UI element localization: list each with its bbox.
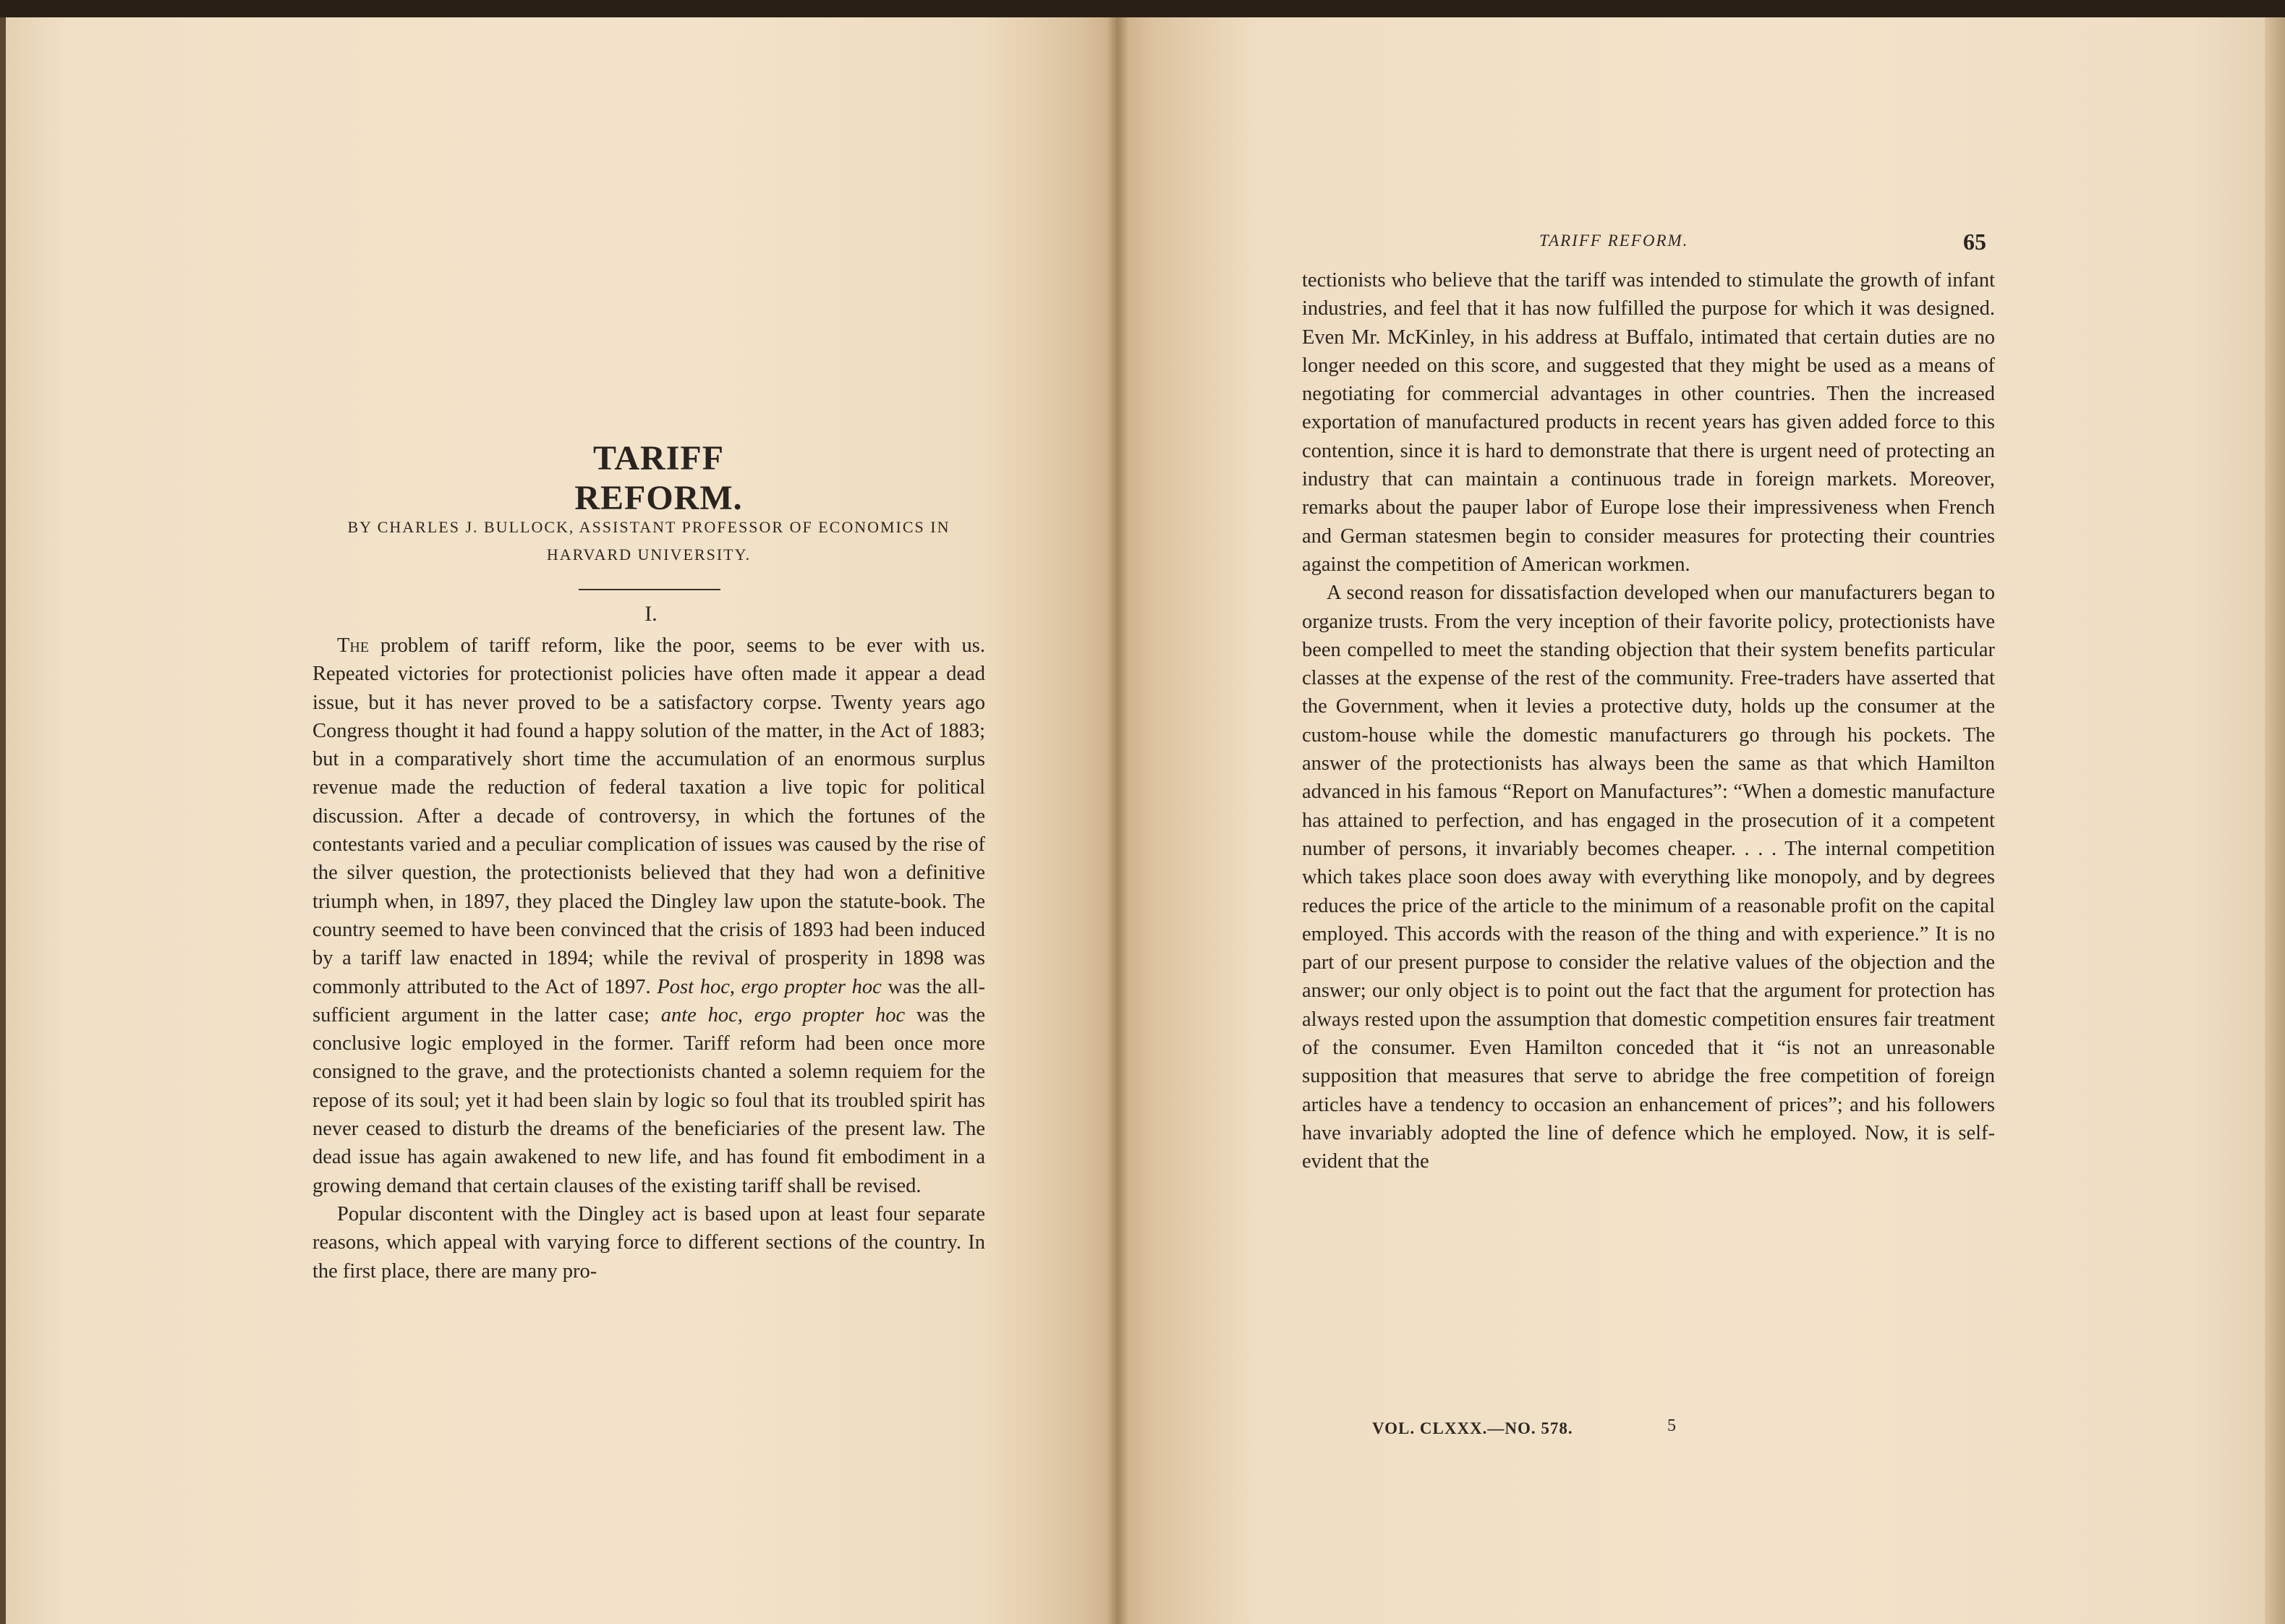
paragraph-text: problem of tariff reform, like the poor, seems to be ever with us. Repeated victories for protectionist policies have often made it appear a dead issue, but it has never proved to be a satisfactory corpse. Twenty years ago Congress thought it had found a happy solution of the matter, in the Act of 1883; but in a comparatively short time the accumulation of an enormous surplus revenue made the reduction of federal taxation a live topic for political discussion. After a decade of controversy, in which the fortunes of the contestants varied and a peculiar complication of issues was caused by the rise of the silver question, the protectionists believed that they had won a definitive triumph when, in 1897, they placed the Dingley law upon the statute-book. The country seemed to have been convinced that the crisis of 1893 had been induced by a tariff law enacted in 1894; while the revival of prosperity in 1898 was commonly attributed to the Act of 1897.: [312, 634, 985, 998]
page-number: 65: [1963, 229, 1986, 255]
right-edge-shadow: [2265, 17, 2285, 1624]
section-number: I.: [644, 602, 658, 626]
paragraph-lead-word: The: [337, 634, 370, 657]
paragraph: [312, 632, 985, 1200]
book-spread: [0, 17, 2285, 1624]
article-title: TARIFF REFORM.: [574, 439, 743, 517]
book-gutter: [1107, 17, 1128, 1624]
paragraph-text: was the all-sufficient argument in the latter case;: [312, 975, 986, 1026]
paragraph: A second reason for dissatisfaction developed when our manufacturers began to organize trusts. From the very inception of their favorite policy, protectionists have been compelled to meet the standing objection that their system benefits particular classes at the expense of the rest of the community. Free-traders have asserted that the Government, when it levies a protective duty, holds up the consumer at the custom-house while the domestic manufacturers go through his pockets. The answer of the protectionists has always been the same as that which Hamilton advanced in his famous “Report on Manufactures”: “When a domestic manufacture has attained to perfection, and has engaged in the prosecution of it a competent number of persons, it invariably becomes cheaper. . . . The internal competition which takes place soon does away with everything like monopoly, and by degrees reduces the price of the article to the minimum of a reasonable profit on the capital employed. This accords with the reason of the thing and with experience.” It is no part of our present purpose to consider the relative values of the objection and the answer; our only object is to point out the fact that the argument for protection has always rested upon the assumption that domestic competition ensures fair treatment of the consumer. Even Hamilton conceded that it “is not an unreasonable supposition that measures that serve to abridge the free competition of foreign articles have a tendency to occasion an enhancement of prices”; and his followers have invariably adopted the line of defence which he employed. Now, it is self-evident that the: [1302, 582, 1995, 1173]
right-page-body: [1302, 266, 1995, 1176]
author-byline: BY CHARLES J. BULLOCK, ASSISTANT PROFESSOR OF ECONOMICS IN HARVARD UNIVERSITY.: [347, 518, 950, 564]
paragraph-text: was the conclusive logic employed in the former. Tariff reform had been once more consigned to the grave, and the protectionists chanted a solemn requiem for the repose of its soul; yet it had been slain by logic so foul that its troubled spirit has never ceased to disturb the dreams of the beneficiaries of the present law. The dead issue has again awakened to new life, and has found fit embodiment in a growing demand that certain clauses of the existing tariff shall be revised.: [312, 1003, 986, 1197]
left-page: [0, 17, 1118, 1624]
paragraph: tectionists who believe that the tariff was intended to stimulate the growth of infant industries, and feel that it has now fulfilled the purpose for which it was designed. Even Mr. McKinley, in his address at Buffalo, intimated that certain duties are no longer needed on this score, and suggested that they might be used as a means of negotiating for commercial advantages in other countries. Then the increased exportation of manufactured products in recent years has given added force to this contention, since it is hard to demonstrate that there is urgent need of protecting an industry that can maintain a continuous trade in foreign markets. Moreover, remarks about the pauper labor of Europe lose their impressiveness when French and German statesmen begin to consider measures for protecting their countries against the competition of American workmen.: [1302, 269, 1995, 576]
left-edge-shadow: [0, 17, 6, 1624]
footer-volume: VOL. CLXXX.—NO. 578.: [1372, 1419, 1573, 1437]
paragraph: Popular discontent with the Dingley act is based upon at least four separate reasons, which appeal with varying force to different sections of the country. In the first place, there are many pro-: [312, 1202, 985, 1283]
latin-phrase: Post hoc, ergo propter hoc: [657, 975, 882, 998]
title-divider: [579, 589, 720, 590]
footer-signature-mark: 5: [1667, 1416, 1676, 1435]
running-head: TARIFF REFORM.: [1539, 231, 1689, 250]
left-page-body: [312, 632, 985, 1285]
latin-phrase: ante hoc, ergo propter hoc: [660, 1003, 906, 1026]
